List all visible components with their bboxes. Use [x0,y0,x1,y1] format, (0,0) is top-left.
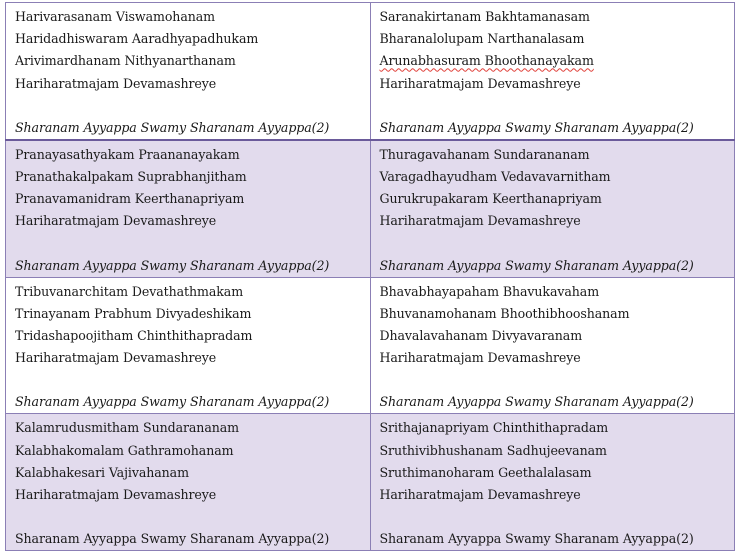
verse-line: Pranathakalpakam Suprabhanjitham [15,169,247,185]
verse-line: Kalabhakomalam Gathramohanam [15,442,234,458]
verse-line: Hariharatmajam Devamashreye [379,350,581,366]
verse-line: Gurukrupakaram Keerthanapriyam [379,191,602,207]
verse-cell-right[interactable] [370,277,735,414]
verse-row [6,3,735,140]
verse-line: Hariharatmajam Devamashreye [379,487,581,503]
verse-cell-left[interactable] [6,3,371,140]
verse-line: Srithajanapriyam Chinthithapradam [379,420,609,436]
refrain-line: Sharanam Ayyappa Swamy Sharanam Ayyappa(2) [15,394,330,410]
verse-line: Bharanalolupam Narthanalasam [379,31,585,47]
verse-row [6,414,735,551]
verse-line: Pranayasathyakam Praananayakam [15,146,240,162]
verse-row [6,277,735,414]
verse-line: Hariharatmajam Devamashreye [15,213,217,229]
verse-cell-right[interactable] [370,3,735,140]
verse-line: Tridashapoojitham Chinthithapradam [15,328,253,344]
verse-line: Pranavamanidram Keerthanapriyam [15,191,245,207]
verse-line: Hariharatmajam Devamashreye [15,350,217,366]
verses-table [5,2,735,551]
verse-line: Harivarasanam Viswamohanam [15,9,215,24]
verse-row [6,140,735,277]
verse-line: Thuragavahanam Sundarananam [379,146,590,162]
verse-cell-left[interactable] [6,277,371,414]
refrain-line: Sharanam Ayyappa Swamy Sharanam Ayyappa(2) [379,394,694,410]
refrain-line: Sharanam Ayyappa Swamy Sharanam Ayyappa(2) [379,119,694,135]
verse-cell-left[interactable] [6,414,371,551]
verse-line: Hariharatmajam Devamashreye [379,75,581,91]
verse-line: Hariharatmajam Devamashreye [15,75,217,91]
verse-cell-left[interactable] [6,140,371,277]
verse-cell-right[interactable] [370,140,735,277]
verse-line: Hariharatmajam Devamashreye [379,213,581,229]
verse-line: Trinayanam Prabhum Divyadeshikam [15,305,252,321]
verse-line: Saranakirtanam Bakhtamanasam [379,9,590,24]
refrain-line: Sharanam Ayyappa Swamy Sharanam Ayyappa(2) [15,119,330,135]
document-page [5,2,735,547]
refrain-line: Sharanam Ayyappa Swamy Sharanam Ayyappa(2) [15,257,330,273]
verse-line: Varagadhayudham Vedavavarnitham [379,169,611,185]
verse-line: Hariharatmajam Devamashreye [15,487,217,503]
refrain-line: Sharanam Ayyappa Swamy Sharanam Ayyappa(2) [379,531,694,547]
verse-line: Sruthimanoharam Geethalalasam [379,464,592,480]
verse-line: Haridadhiswaram Aaradhyapadhukam [15,31,259,47]
verse-line: Arivimardhanam Nithyanarthanam [15,53,236,69]
verse-line: Kalabhakesari Vajivahanam [15,464,189,480]
verse-line: Sruthivibhushanam Sadhujeevanam [379,442,607,458]
refrain-line: Sharanam Ayyappa Swamy Sharanam Ayyappa(2) [379,257,694,273]
verse-line: Tribuvanarchitam Devathathmakam [15,283,244,299]
misspelled-word[interactable]: Arunabhasuram Bhoothanayakam [379,53,594,69]
verse-line: Bhuvanamohanam Bhoothibhooshanam [379,305,630,321]
verse-line: Dhavalavahanam Divyavaranam [379,328,583,344]
verse-cell-right[interactable] [370,414,735,551]
verse-line: Kalamrudusmitham Sundarananam [15,420,239,436]
verse-line-spellcheck [380,50,726,72]
refrain-line: Sharanam Ayyappa Swamy Sharanam Ayyappa(2) [15,531,330,547]
verse-line: Bhavabhayapaham Bhavukavaham [379,283,600,299]
